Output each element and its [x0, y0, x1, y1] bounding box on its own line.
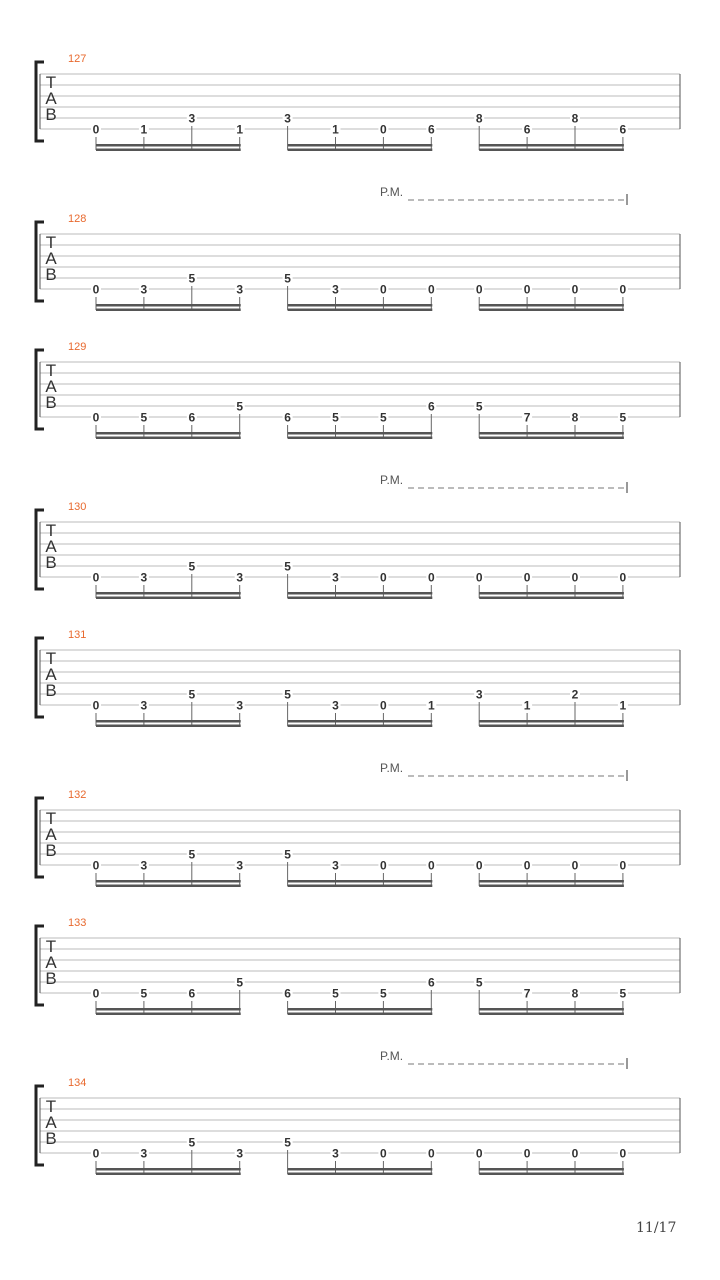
fret-number: 0 [571, 570, 579, 585]
beam [479, 592, 624, 595]
fret-number: 3 [332, 1146, 339, 1161]
beam [96, 1173, 241, 1176]
beam [479, 144, 624, 147]
beam [288, 880, 433, 883]
beam [288, 592, 433, 595]
fret-number: 3 [332, 858, 339, 873]
tab-system [36, 473, 680, 599]
fret-number: 5 [140, 986, 148, 1001]
beam [288, 1013, 433, 1016]
beam [96, 885, 241, 888]
beam [96, 437, 241, 440]
measure-number: 129 [68, 341, 87, 353]
fret-number: 1 [427, 698, 435, 713]
fret-number: 7 [523, 410, 531, 425]
tab-clef-letter: T [45, 1097, 57, 1116]
tab-system [36, 917, 680, 1015]
fret-number: 5 [284, 559, 291, 574]
beam [288, 720, 433, 723]
fret-number: 5 [619, 986, 627, 1001]
fret-number: 5 [332, 410, 339, 425]
fret-number: 5 [380, 986, 387, 1001]
fret-number: 3 [236, 1146, 244, 1161]
tab-system [36, 629, 680, 727]
beam [479, 720, 624, 723]
fret-number: 5 [236, 975, 244, 990]
fret-number: 0 [92, 858, 100, 873]
fret-number: 6 [427, 399, 435, 414]
fret-number: 6 [284, 410, 291, 425]
beam [479, 1168, 624, 1171]
fret-number: 5 [332, 986, 339, 1001]
fret-number: 0 [92, 1146, 100, 1161]
fret-number: 8 [571, 410, 579, 425]
fret-number: 0 [427, 858, 435, 873]
tab-clef-letter: T [45, 649, 57, 668]
beam [288, 1173, 433, 1176]
measure-number: 134 [68, 1077, 87, 1089]
tab-clef-letter: B [45, 1129, 57, 1148]
beam [96, 880, 241, 883]
tab-system [36, 1049, 680, 1175]
fret-number: 5 [284, 687, 291, 702]
fret-number: 3 [236, 282, 244, 297]
tab-clef-letter: A [45, 825, 57, 844]
tab-clef-letter: T [45, 521, 57, 540]
beam [479, 304, 624, 307]
beam [479, 149, 624, 152]
fret-number: 3 [140, 1146, 148, 1161]
fret-number: 5 [188, 559, 196, 574]
beam [479, 309, 624, 312]
tab-clef-letter: A [45, 1113, 57, 1132]
measure-number: 127 [68, 53, 87, 65]
fret-number: 0 [380, 1146, 387, 1161]
beam [479, 880, 624, 883]
beam [479, 1008, 624, 1011]
fret-number: 3 [236, 570, 244, 585]
fret-number: 6 [284, 986, 291, 1001]
fret-number: 5 [188, 1135, 196, 1150]
measure-number: 133 [68, 917, 87, 929]
fret-number: 5 [284, 271, 291, 286]
beam [288, 725, 433, 728]
fret-number: 2 [571, 687, 579, 702]
fret-number: 0 [380, 858, 387, 873]
fret-number: 1 [236, 122, 244, 137]
fret-number: 0 [619, 570, 627, 585]
fret-number: 6 [427, 975, 435, 990]
tab-clef-letter: B [45, 841, 57, 860]
beam [96, 725, 241, 728]
fret-number: 5 [475, 975, 483, 990]
fret-number: 0 [619, 282, 627, 297]
fret-number: 0 [92, 122, 100, 137]
fret-number: 8 [475, 111, 483, 126]
fret-number: 0 [92, 698, 100, 713]
fret-number: 5 [236, 399, 244, 414]
fret-number: 3 [332, 282, 339, 297]
fret-number: 1 [523, 698, 531, 713]
fret-number: 0 [380, 122, 387, 137]
fret-number: 0 [619, 858, 627, 873]
beam [96, 1168, 241, 1171]
fret-number: 6 [188, 410, 196, 425]
fret-number: 6 [427, 122, 435, 137]
beam [96, 597, 241, 600]
beam [96, 592, 241, 595]
tab-clef-letter: T [45, 73, 57, 92]
beam [96, 144, 241, 147]
measure-number: 131 [68, 629, 87, 641]
fret-number: 3 [140, 282, 148, 297]
tab-system [36, 341, 680, 439]
fret-number: 3 [188, 111, 196, 126]
fret-number: 0 [571, 858, 579, 873]
fret-number: 1 [619, 698, 627, 713]
beam [288, 304, 433, 307]
fret-number: 5 [284, 1135, 291, 1150]
fret-number: 3 [475, 687, 483, 702]
beam [479, 885, 624, 888]
fret-number: 3 [140, 570, 148, 585]
fret-number: 0 [427, 282, 435, 297]
fret-number: 3 [236, 698, 244, 713]
beam [288, 597, 433, 600]
tab-clef-letter: T [45, 233, 57, 252]
page-number: 11/17 [636, 1220, 677, 1236]
tab-clef-letter: A [45, 537, 57, 556]
tab-clef-letter: T [45, 361, 57, 380]
tab-clef-letter: A [45, 89, 57, 108]
palm-mute-label: P.M. [380, 185, 404, 199]
beam [96, 149, 241, 152]
beam [479, 1173, 624, 1176]
beam [288, 149, 433, 152]
beam [479, 432, 624, 435]
fret-number: 5 [188, 847, 196, 862]
fret-number: 5 [188, 271, 196, 286]
fret-number: 0 [523, 858, 531, 873]
measure-number: 130 [68, 501, 87, 513]
beam [288, 144, 433, 147]
fret-number: 0 [475, 282, 483, 297]
fret-number: 5 [475, 399, 483, 414]
beam [96, 1008, 241, 1011]
beam [288, 1008, 433, 1011]
palm-mute-label: P.M. [380, 1049, 404, 1063]
beam [479, 725, 624, 728]
beam [96, 1013, 241, 1016]
beam [479, 1013, 624, 1016]
tab-clef-letter: A [45, 377, 57, 396]
tab-clef-letter: B [45, 393, 57, 412]
fret-number: 0 [380, 698, 387, 713]
tab-clef-letter: A [45, 249, 57, 268]
tab-clef-letter: B [45, 265, 57, 284]
beam [479, 597, 624, 600]
fret-number: 1 [332, 122, 339, 137]
measure-number: 132 [68, 789, 87, 801]
fret-number: 8 [571, 111, 579, 126]
fret-number: 0 [523, 570, 531, 585]
measure-number: 128 [68, 213, 87, 225]
tab-clef-letter: B [45, 553, 57, 572]
fret-number: 0 [571, 282, 579, 297]
fret-number: 0 [523, 1146, 531, 1161]
palm-mute-label: P.M. [380, 761, 404, 775]
fret-number: 3 [140, 858, 148, 873]
beam [96, 304, 241, 307]
fret-number: 5 [188, 687, 196, 702]
beam [288, 885, 433, 888]
tab-clef-letter: T [45, 937, 57, 956]
tab-system [36, 185, 680, 311]
fret-number: 8 [571, 986, 579, 1001]
beam [96, 309, 241, 312]
fret-number: 0 [475, 570, 483, 585]
fret-number: 7 [523, 986, 531, 1001]
fret-number: 0 [92, 570, 100, 585]
palm-mute-label: P.M. [380, 473, 404, 487]
fret-number: 3 [332, 570, 339, 585]
beam [288, 437, 433, 440]
fret-number: 3 [332, 698, 339, 713]
beam [288, 1168, 433, 1171]
fret-number: 3 [284, 111, 291, 126]
fret-number: 5 [140, 410, 148, 425]
tab-system [36, 761, 680, 887]
tab-clef-letter: A [45, 665, 57, 684]
fret-number: 3 [140, 698, 148, 713]
tab-clef-letter: B [45, 681, 57, 700]
tab-system [36, 53, 680, 151]
beam [288, 432, 433, 435]
fret-number: 6 [523, 122, 531, 137]
fret-number: 0 [427, 570, 435, 585]
fret-number: 0 [619, 1146, 627, 1161]
beam [96, 432, 241, 435]
tab-clef-letter: B [45, 105, 57, 124]
fret-number: 5 [284, 847, 291, 862]
tab-clef-letter: A [45, 953, 57, 972]
fret-number: 1 [140, 122, 148, 137]
fret-number: 5 [380, 410, 387, 425]
fret-number: 0 [92, 282, 100, 297]
fret-number: 6 [188, 986, 196, 1001]
fret-number: 3 [236, 858, 244, 873]
fret-number: 5 [619, 410, 627, 425]
beam [479, 437, 624, 440]
fret-number: 0 [427, 1146, 435, 1161]
beam [96, 720, 241, 723]
fret-number: 0 [475, 858, 483, 873]
fret-number: 6 [619, 122, 627, 137]
fret-number: 0 [523, 282, 531, 297]
fret-number: 0 [475, 1146, 483, 1161]
fret-number: 0 [380, 282, 387, 297]
fret-number: 0 [571, 1146, 579, 1161]
beam [288, 309, 433, 312]
fret-number: 0 [92, 410, 100, 425]
tab-clef-letter: B [45, 969, 57, 988]
fret-number: 0 [380, 570, 387, 585]
tab-clef-letter: T [45, 809, 57, 828]
fret-number: 0 [92, 986, 100, 1001]
